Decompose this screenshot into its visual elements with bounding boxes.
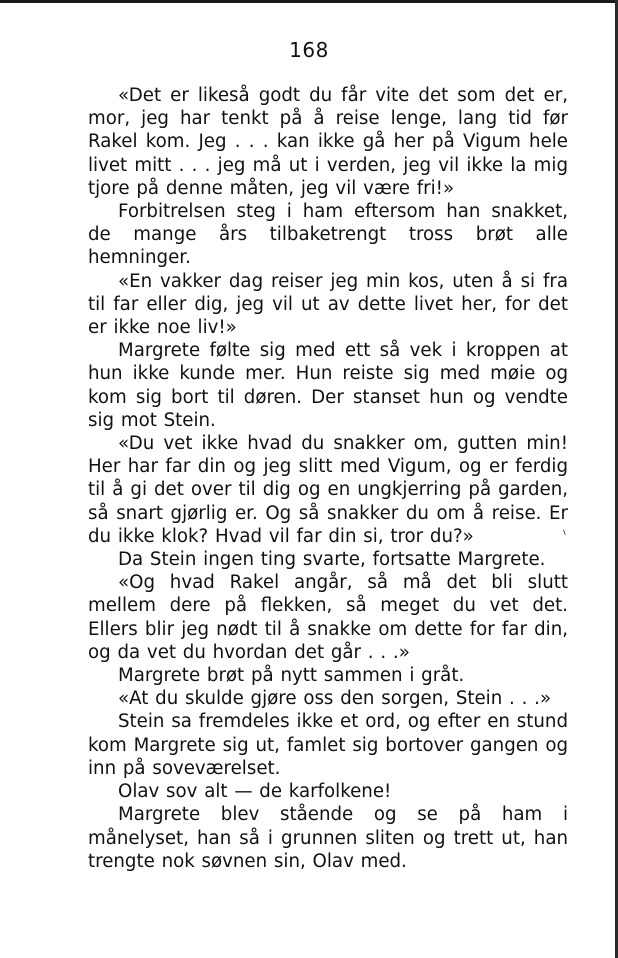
paragraph: Margrete brøt på nytt sammen i gråt. [118,665,465,687]
paragraph: «Og hvad Rakel angår, så må det bli slutt mellem dere på flekken, så meget du vet det. Ellers blir jeg nødt til å snakke om dette for far din, og da vet du hvordan det går . . .» [88,572,568,663]
page-number: 168 [289,38,329,62]
paragraph: «Det er likeså godt du får vite det som det er, mor, jeg har tenkt på å reise lenge, lang tid før Rakel kom. Jeg . . . kan ikke gå her på Vigum hele livet mitt . . . jeg må ut i verden, jeg vil ikke la mig tjore på denne måten, jeg vil være fri!» [88,85,568,199]
paragraph: Da Stein ingen ting svarte, fortsatte Margrete. [118,549,546,571]
paragraph: «Du vet ikke hvad du snakker om, gutten min! Her har far din og jeg slitt med Vigum, og er ferdig til å gi det over til dig og en ungkjerring på garden, så snart gjørlig er. Og så snakker du om å reise. Er du ikke klok? Hvad vil far din si, tror du?» [88,433,568,547]
scan-speck-mark: ı [561,526,568,539]
scan-border-top [0,0,618,3]
paragraph: Forbitrelsen steg i ham eftersom han snakket, de mange års tilbaketrengt tross brøt alle hemninger. [88,201,568,269]
paragraph: Olav sov alt — de karfolkene! [118,781,392,803]
paragraph: Margrete følte sig med ett så vek i kroppen at hun ikke kunde mer. Hun reiste sig med møie og kom sig bort til døren. Der stanset hun og vendte sig mot Stein. [88,340,568,431]
paragraph: Margrete blev stående og se på ham i månelyset, han så i grunnen sliten og trett ut, han trengte nok søvnen sin, Olav med. [88,804,568,872]
paragraph: Stein sa fremdeles ikke et ord, og efter en stund kom Margrete sig ut, famlet sig bortover gangen og inn på soveværelset. [88,711,568,779]
body-text [88,84,568,873]
paragraph: «En vakker dag reiser jeg min kos, uten å si fra til far eller dig, jeg vil ut av dette livet her, for det er ikke noe liv!» [88,270,568,339]
paragraph: «At du skulde gjøre oss den sorgen, Stein . . .» [118,688,552,710]
